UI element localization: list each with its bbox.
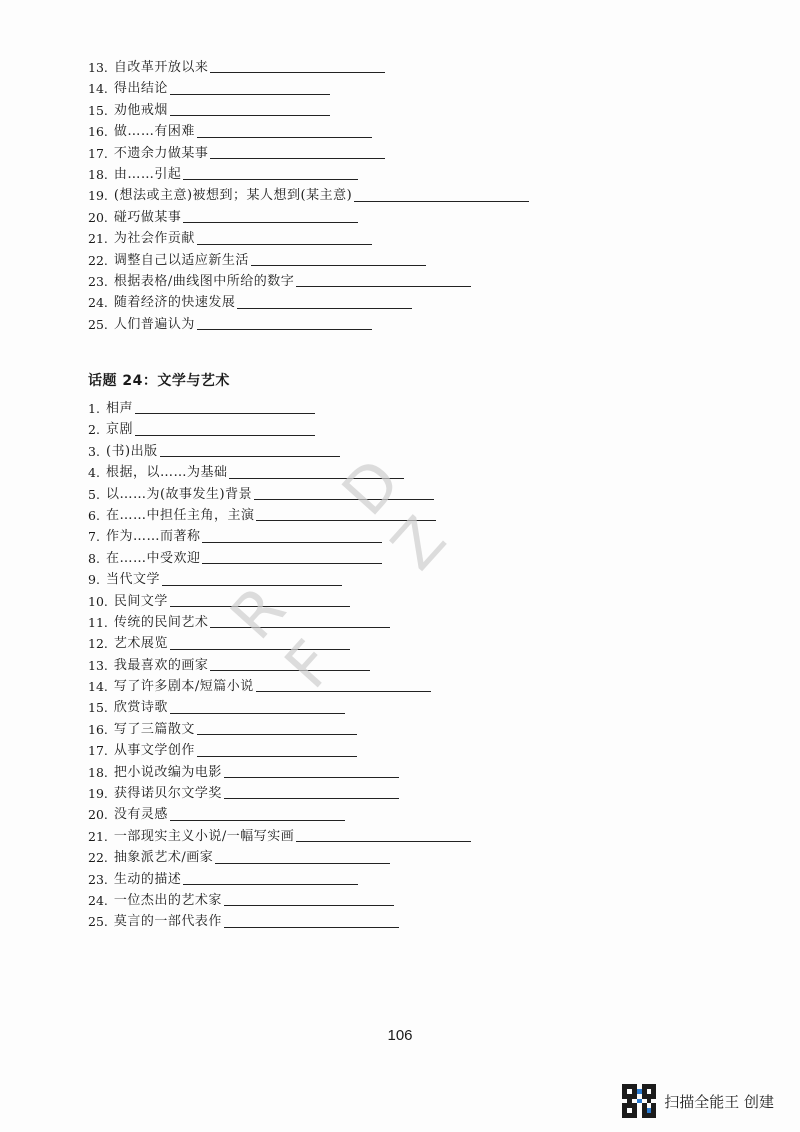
item-number: 6. — [88, 507, 100, 523]
item-number: 10. — [88, 593, 108, 609]
list-item — [88, 826, 471, 847]
answer-blank[interactable] — [210, 71, 385, 73]
item-text: 根据，以……为基础 — [105, 465, 228, 481]
item-number: 14. — [88, 679, 108, 695]
list-item — [88, 185, 529, 206]
item-text: 京剧 — [105, 422, 133, 438]
list-item — [88, 228, 529, 249]
list-item — [88, 143, 529, 164]
item-number: 24. — [88, 892, 108, 908]
item-text: 当代文学 — [105, 572, 160, 588]
item-number: 25. — [88, 316, 108, 332]
item-number: 13. — [88, 59, 108, 75]
item-text: 获得诺贝尔文学奖 — [113, 786, 222, 802]
item-text: 碰巧做某事 — [113, 209, 182, 225]
answer-blank[interactable] — [170, 712, 345, 714]
item-number: 4. — [88, 465, 100, 481]
answer-blank[interactable] — [170, 93, 330, 95]
item-number: 16. — [88, 721, 108, 737]
item-text: 把小说改编为电影 — [113, 764, 222, 780]
answer-blank[interactable] — [296, 285, 471, 287]
page-number: 106 — [387, 1027, 413, 1044]
item-number: 24. — [88, 295, 108, 311]
answer-blank[interactable] — [135, 434, 315, 436]
item-text: 自改革开放以来 — [113, 59, 209, 75]
item-text: 传统的民间艺术 — [113, 614, 209, 630]
item-number: 18. — [88, 166, 108, 182]
item-number: 14. — [88, 81, 108, 97]
answer-blank[interactable] — [224, 904, 394, 906]
answer-blank[interactable] — [183, 883, 358, 885]
section-title: 话题 24：文学与艺术 — [88, 373, 230, 389]
item-text: 得出结论 — [113, 81, 168, 97]
answer-blank[interactable] — [197, 733, 357, 735]
answer-blank[interactable] — [197, 136, 372, 138]
item-number: 5. — [88, 486, 100, 502]
answer-blank[interactable] — [170, 114, 330, 116]
answer-blank[interactable] — [296, 840, 471, 842]
item-text: 抽象派艺术/画家 — [113, 850, 214, 866]
item-text: 随着经济的快速发展 — [113, 295, 236, 311]
answer-blank[interactable] — [354, 200, 529, 202]
list-item — [88, 57, 529, 78]
item-number: 20. — [88, 807, 108, 823]
phrase-list-top — [88, 57, 529, 335]
item-text: 写了三篇散文 — [113, 721, 195, 737]
answer-blank[interactable] — [251, 264, 426, 266]
item-text: 人们普遍认为 — [113, 316, 195, 332]
answer-blank[interactable] — [197, 328, 372, 330]
item-number: 22. — [88, 850, 108, 866]
item-text: 在……中担任主角，主演 — [105, 507, 255, 523]
item-text: (想法或主意)被想到；某人想到(某主意) — [113, 188, 353, 204]
answer-blank[interactable] — [224, 776, 399, 778]
answer-blank[interactable] — [160, 455, 340, 457]
item-text: (书)出版 — [105, 443, 158, 459]
item-text: 以……为(故事发生)背景 — [105, 486, 253, 502]
item-text: 欣赏诗歌 — [113, 700, 168, 716]
watermark: R D F Z — [216, 406, 495, 702]
answer-blank[interactable] — [237, 307, 412, 309]
item-number: 22. — [88, 252, 108, 268]
answer-blank[interactable] — [224, 926, 399, 928]
item-number: 20. — [88, 209, 108, 225]
answer-blank[interactable] — [224, 797, 399, 799]
item-number: 3. — [88, 443, 100, 459]
item-number: 17. — [88, 743, 108, 759]
answer-blank[interactable] — [197, 755, 357, 757]
list-item — [88, 804, 471, 825]
item-number: 21. — [88, 231, 108, 247]
item-text: 从事文学创作 — [113, 743, 195, 759]
item-text: 莫言的一部代表作 — [113, 914, 222, 930]
list-item — [88, 847, 471, 868]
item-text: 调整自己以适应新生活 — [113, 252, 249, 268]
answer-blank[interactable] — [135, 412, 315, 414]
item-number: 9. — [88, 572, 100, 588]
item-number: 13. — [88, 657, 108, 673]
item-text: 一位杰出的艺术家 — [113, 892, 222, 908]
item-number: 18. — [88, 764, 108, 780]
item-number: 23. — [88, 871, 108, 887]
item-number: 25. — [88, 914, 108, 930]
footer-label: 扫描全能王 创建 — [664, 1092, 774, 1111]
item-text: 民间文学 — [113, 593, 168, 609]
list-item — [88, 250, 529, 271]
item-number: 2. — [88, 422, 100, 438]
qr-code-icon — [622, 1084, 656, 1118]
item-text: 劝他戒烟 — [113, 102, 168, 118]
list-item — [88, 121, 529, 142]
list-item — [88, 783, 471, 804]
item-number: 1. — [88, 400, 100, 416]
item-text: 艺术展览 — [113, 636, 168, 652]
item-number: 12. — [88, 636, 108, 652]
item-number: 21. — [88, 828, 108, 844]
item-text: 写了许多剧本/短篇小说 — [113, 679, 254, 695]
item-number: 19. — [88, 786, 108, 802]
list-item — [88, 207, 529, 228]
item-number: 16. — [88, 124, 108, 140]
answer-blank[interactable] — [183, 221, 358, 223]
answer-blank[interactable] — [215, 862, 390, 864]
list-item — [88, 100, 529, 121]
item-number: 23. — [88, 273, 108, 289]
item-number: 15. — [88, 700, 108, 716]
answer-blank[interactable] — [183, 178, 358, 180]
item-text: 生动的描述 — [113, 871, 182, 887]
scanner-footer — [622, 1084, 774, 1118]
item-number: 11. — [88, 614, 108, 630]
item-text: 由……引起 — [113, 166, 182, 182]
list-item — [88, 292, 529, 313]
item-text: 作为……而著称 — [105, 529, 201, 545]
answer-blank[interactable] — [170, 819, 345, 821]
item-text: 做……有困难 — [113, 124, 195, 140]
answer-blank[interactable] — [210, 157, 385, 159]
item-number: 15. — [88, 102, 108, 118]
item-number: 7. — [88, 529, 100, 545]
item-text: 根据表格/曲线图中所给的数字 — [113, 273, 295, 289]
item-number: 8. — [88, 550, 100, 566]
answer-blank[interactable] — [197, 243, 372, 245]
list-item — [88, 911, 471, 932]
item-text: 为社会作贡献 — [113, 231, 195, 247]
list-item — [88, 890, 471, 911]
item-number: 17. — [88, 145, 108, 161]
item-text: 我最喜欢的画家 — [113, 657, 209, 673]
item-text: 一部现实主义小说/一幅写实画 — [113, 828, 295, 844]
item-text: 没有灵感 — [113, 807, 168, 823]
item-text: 相声 — [105, 400, 133, 416]
list-item — [88, 869, 471, 890]
list-item — [88, 164, 529, 185]
item-number: 19. — [88, 188, 108, 204]
item-text: 不遗余力做某事 — [113, 145, 209, 161]
item-text: 在……中受欢迎 — [105, 550, 201, 566]
list-item — [88, 271, 529, 292]
list-item — [88, 78, 529, 99]
